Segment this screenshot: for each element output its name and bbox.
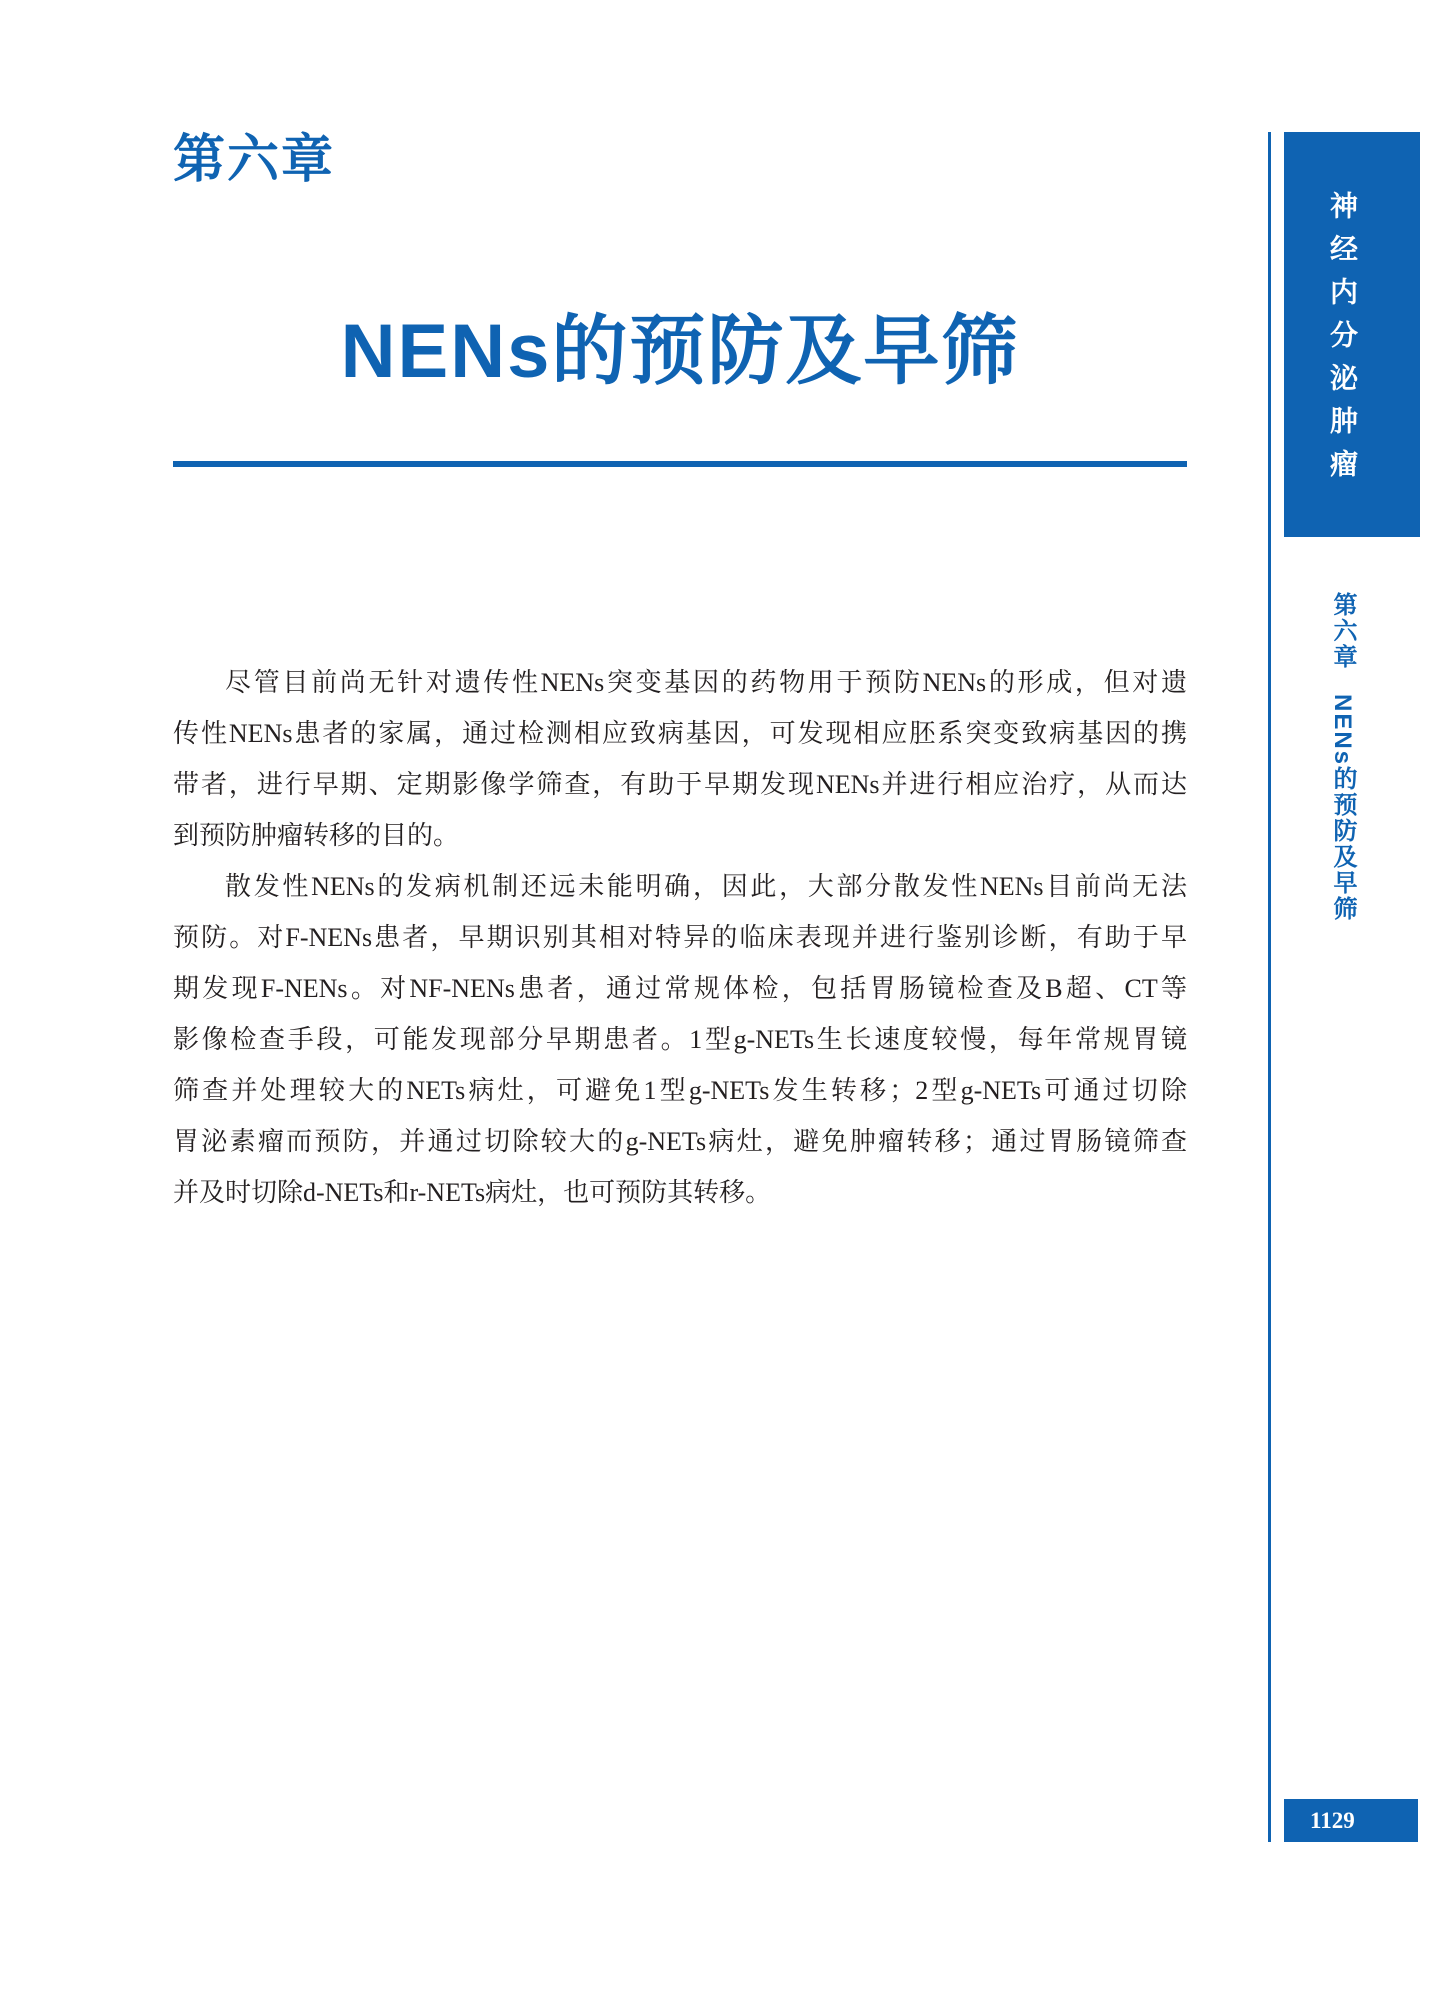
running-head-chapter-label: 第六章 [1329,592,1355,670]
sidebar-rule [1268,132,1271,1842]
text-line: 尽管目前尚无针对遗传性NENs突变基因的药物用于预防NENs的形成，但对遗 [225,668,1187,697]
text-line: 并及时切除d-NETs和r-NETs病灶，也可预防其转移。 [173,1178,772,1207]
paragraph-2 [173,861,1187,1218]
text-line: 传性NENs患者的家属，通过检测相应致病基因，可发现相应胚系突变致病基因的携 [173,719,1187,748]
title-rule [173,461,1187,467]
text-line: 散发性NENs的发病机制还远未能明确，因此，大部分散发性NENs目前尚无法 [225,872,1187,901]
text-line: 影像检查手段，可能发现部分早期患者。1型g-NETs生长速度较慢，每年常规胃镜 [173,1025,1187,1054]
running-head-chapter-title: NENs的预防及早筛 [1329,694,1356,923]
text-line: 到预防肿瘤转移的目的。 [173,821,460,850]
page-number: 1129 [1284,1799,1418,1842]
text-line: 预防。对F-NENs患者，早期识别其相对特异的临床表现并进行鉴别诊断，有助于早 [173,923,1187,952]
text-line: 期发现F-NENs。对NF-NENs患者，通过常规体检，包括胃肠镜检查及B超、CT等 [173,974,1187,1003]
paragraph-1 [173,657,1187,861]
section-tab-label: 神经内分泌肿瘤 [1327,191,1358,492]
text-line: 筛查并处理较大的NETs病灶，可避免1型g-NETs发生转移；2型g-NETs可通过切除 [173,1076,1187,1105]
chapter-title: NENs的预防及早筛 [340,309,1020,394]
section-tab [1284,132,1420,537]
text-line: 胃泌素瘤而预防，并通过切除较大的g-NETs病灶，避免肿瘤转移；通过胃肠镜筛查 [173,1127,1187,1156]
text-line: 带者，进行早期、定期影像学筛查，有助于早期发现NENs并进行相应治疗，从而达 [173,770,1187,799]
body-text [173,657,1187,1218]
chapter-label: 第六章 [173,131,336,189]
